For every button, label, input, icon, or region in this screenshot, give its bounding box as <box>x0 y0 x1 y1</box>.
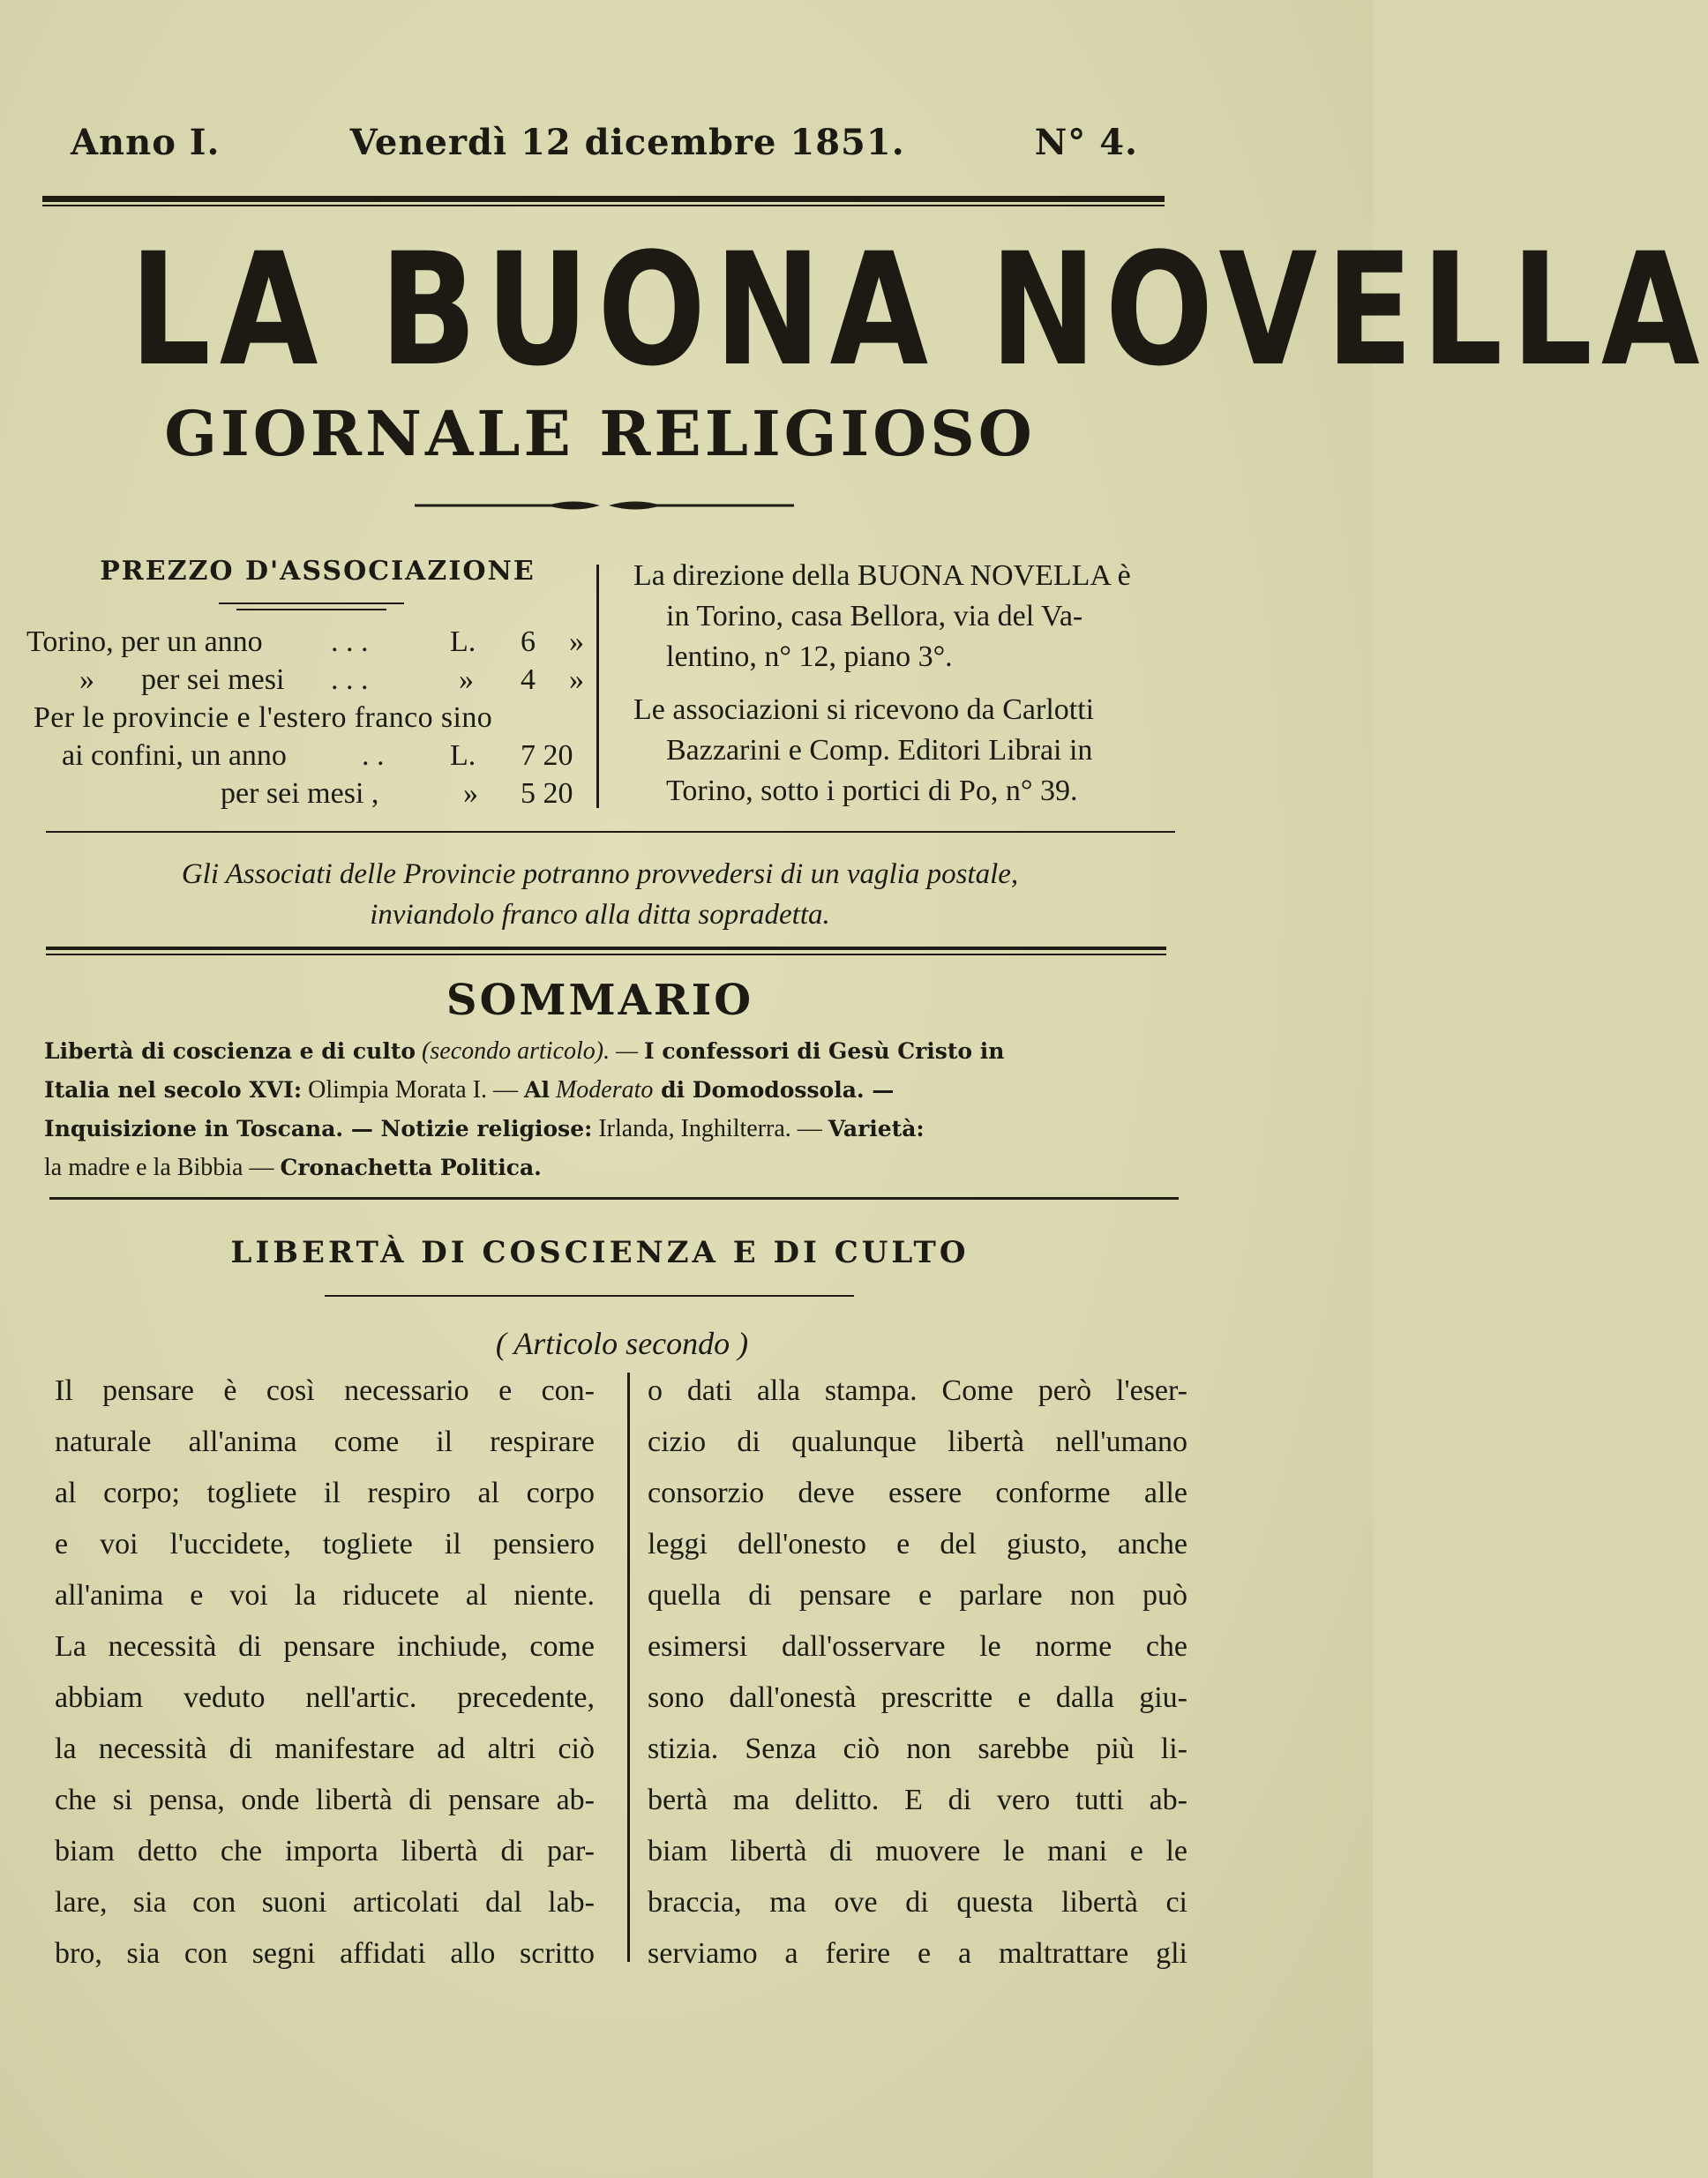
summary-line <box>44 1073 894 1108</box>
summary-bold: I confessori di Gesù Cristo in <box>644 1038 1005 1064</box>
notice-line: Gli Associati delle Provincie potranno provvedersi di un vaglia postale, <box>181 858 1019 890</box>
price-currency: » <box>459 663 474 696</box>
price-dots: . . <box>362 739 385 772</box>
subscription-line: Torino, sotto i portici di Po, n° 39. <box>666 775 1078 807</box>
summary-bold: Cronachetta Politica. <box>280 1155 542 1180</box>
price-row-provinces-half <box>26 775 591 812</box>
header-column-divider <box>596 565 599 808</box>
summary-line <box>44 1034 1004 1069</box>
price-row-torino-year <box>26 624 591 661</box>
direction-line: lentino, n° 12, piano 3°. <box>666 640 953 673</box>
article-line: o dati alla stampa. Come però l'eser- <box>648 1374 1187 1407</box>
price-value: 7 20 <box>521 739 573 772</box>
issue-number: N° 4. <box>1034 122 1138 163</box>
summary-italic: Moderato <box>549 1076 654 1104</box>
article-line: bro, sia con segni affidati allo scritto <box>55 1937 595 1970</box>
price-row-provinces <box>26 700 591 737</box>
masthead-line <box>71 122 1138 163</box>
article-line: esimersi dall'osservare le norme che <box>648 1630 1187 1663</box>
article-line: biam libertà di muovere le mani e le <box>648 1835 1187 1867</box>
sommario-top-rule <box>46 947 1166 950</box>
summary-text: Olimpia Morata I. — <box>302 1076 525 1104</box>
price-row-provinces-year <box>26 737 591 775</box>
article-line: La necessità di pensare inchiude, come <box>55 1630 595 1663</box>
subscription-line: Le associazioni si ricevono da Carlotti <box>633 693 1095 726</box>
article-line: leggi dell'onesto e del giusto, anche <box>648 1528 1187 1561</box>
article-line: all'anima e voi la riducete al niente. <box>55 1579 595 1612</box>
article-line: sono dall'onestà prescritte e dalla giu- <box>648 1681 1187 1714</box>
article-line: stizia. Senza ciò non sarebbe più li- <box>648 1733 1187 1765</box>
price-cents: » <box>569 625 584 658</box>
newspaper-title: LA BUONA NOVELLA <box>130 220 1708 400</box>
summary-line <box>44 1111 925 1147</box>
article-title: LIBERTÀ DI COSCIENZA E DI CULTO <box>230 1235 970 1270</box>
notice-line: inviandolo franco alla ditta sopradetta. <box>370 899 830 931</box>
article-top-rule <box>49 1197 1179 1200</box>
article-line: che si pensa, onde libertà di pensare ab- <box>55 1784 595 1816</box>
article-line: quella di pensare e parlare non può <box>648 1579 1187 1612</box>
article-line: la necessità di manifestare ad altri ciò <box>55 1733 595 1765</box>
notice-text <box>35 854 1165 935</box>
article-line: al corpo; togliete il respiro al corpo <box>55 1477 595 1509</box>
article-line: braccia, ma ove di questa libertà ci <box>648 1886 1187 1919</box>
price-row-torino-half <box>26 662 591 699</box>
article-line: serviamo a ferire e a maltrattare gli <box>648 1937 1187 1970</box>
summary-bold: Inquisizione in Toscana. — Notizie religiose: <box>44 1116 593 1141</box>
price-label: Per le provincie e l'estero franco sino <box>34 701 493 734</box>
price-heading-rule-2 <box>236 609 386 610</box>
article-line: e voi l'uccidete, togliete il pensiero <box>55 1528 595 1561</box>
price-value: 5 20 <box>521 777 573 810</box>
price-ditto: » <box>79 663 94 696</box>
notice-top-rule <box>46 831 1175 833</box>
article-line: consorzio deve essere conforme alle <box>648 1477 1187 1509</box>
summary-bold: Al <box>524 1077 550 1103</box>
price-label: ai confini, un anno <box>62 739 287 772</box>
article-subhead: ( Articolo secondo ) <box>495 1326 749 1361</box>
sommario-top-rule-thin <box>46 954 1166 955</box>
price-value: 6 <box>521 625 536 658</box>
article-line: cizio di qualunque libertà nell'umano <box>648 1426 1187 1458</box>
summary-bold: Italia nel secolo XVI: <box>44 1077 303 1103</box>
issue-date: Venerdì 12 dicembre 1851. <box>349 122 905 163</box>
summary-heading: SOMMARIO <box>446 976 754 1025</box>
subscription-price-heading: PREZZO D'ASSOCIAZIONE <box>100 556 536 587</box>
article-line: abbiam veduto nell'artic. precedente, <box>55 1681 595 1714</box>
price-dots: . . . <box>331 663 369 696</box>
article-title-rule <box>325 1295 854 1297</box>
ornament-divider <box>415 494 794 517</box>
price-label: per sei mesi <box>141 663 285 696</box>
price-currency: » <box>463 777 478 810</box>
summary-bold: Libertà di coscienza e di culto <box>44 1038 416 1064</box>
price-value: 4 <box>521 663 536 696</box>
article-line: lare, sia con suoni articolati dal lab- <box>55 1886 595 1919</box>
article-line: naturale all'anima come il respirare <box>55 1426 595 1458</box>
direction-line: in Torino, casa Bellora, via del Va- <box>666 600 1083 632</box>
price-heading-rule <box>219 603 404 604</box>
price-dots: . . . <box>331 625 369 658</box>
summary-text: Irlanda, Inghilterra. — <box>592 1115 828 1142</box>
summary-bold: Varietà: <box>828 1116 925 1141</box>
price-label: per sei mesi , <box>221 777 379 810</box>
newspaper-subtitle: GIORNALE RELIGIOSO <box>164 397 1036 470</box>
summary-line <box>44 1150 542 1186</box>
price-currency: L. <box>450 625 476 658</box>
price-label: Torino, per un anno <box>26 625 263 658</box>
summary-text: la madre e la Bibbia — <box>44 1154 281 1181</box>
article-line: biam detto che importa libertà di par- <box>55 1835 595 1867</box>
summary-italic: (secondo articolo). — <box>416 1037 645 1065</box>
article-line: bertà ma delitto. E di vero tutti ab- <box>648 1784 1187 1816</box>
subscription-line: Bazzarini e Comp. Editori Librai in <box>666 734 1093 767</box>
article-line: Il pensare è così necessario e con- <box>55 1374 595 1407</box>
issue-year: Anno I. <box>71 122 221 163</box>
price-currency: L. <box>450 739 476 772</box>
price-cents: » <box>569 663 584 696</box>
masthead-rule-thin <box>42 205 1165 206</box>
masthead-rule <box>42 196 1165 202</box>
direction-line: La direzione della BUONA NOVELLA è <box>633 559 1131 592</box>
summary-bold: di Domodossola. — <box>653 1077 895 1103</box>
article-column-divider <box>627 1373 630 1962</box>
